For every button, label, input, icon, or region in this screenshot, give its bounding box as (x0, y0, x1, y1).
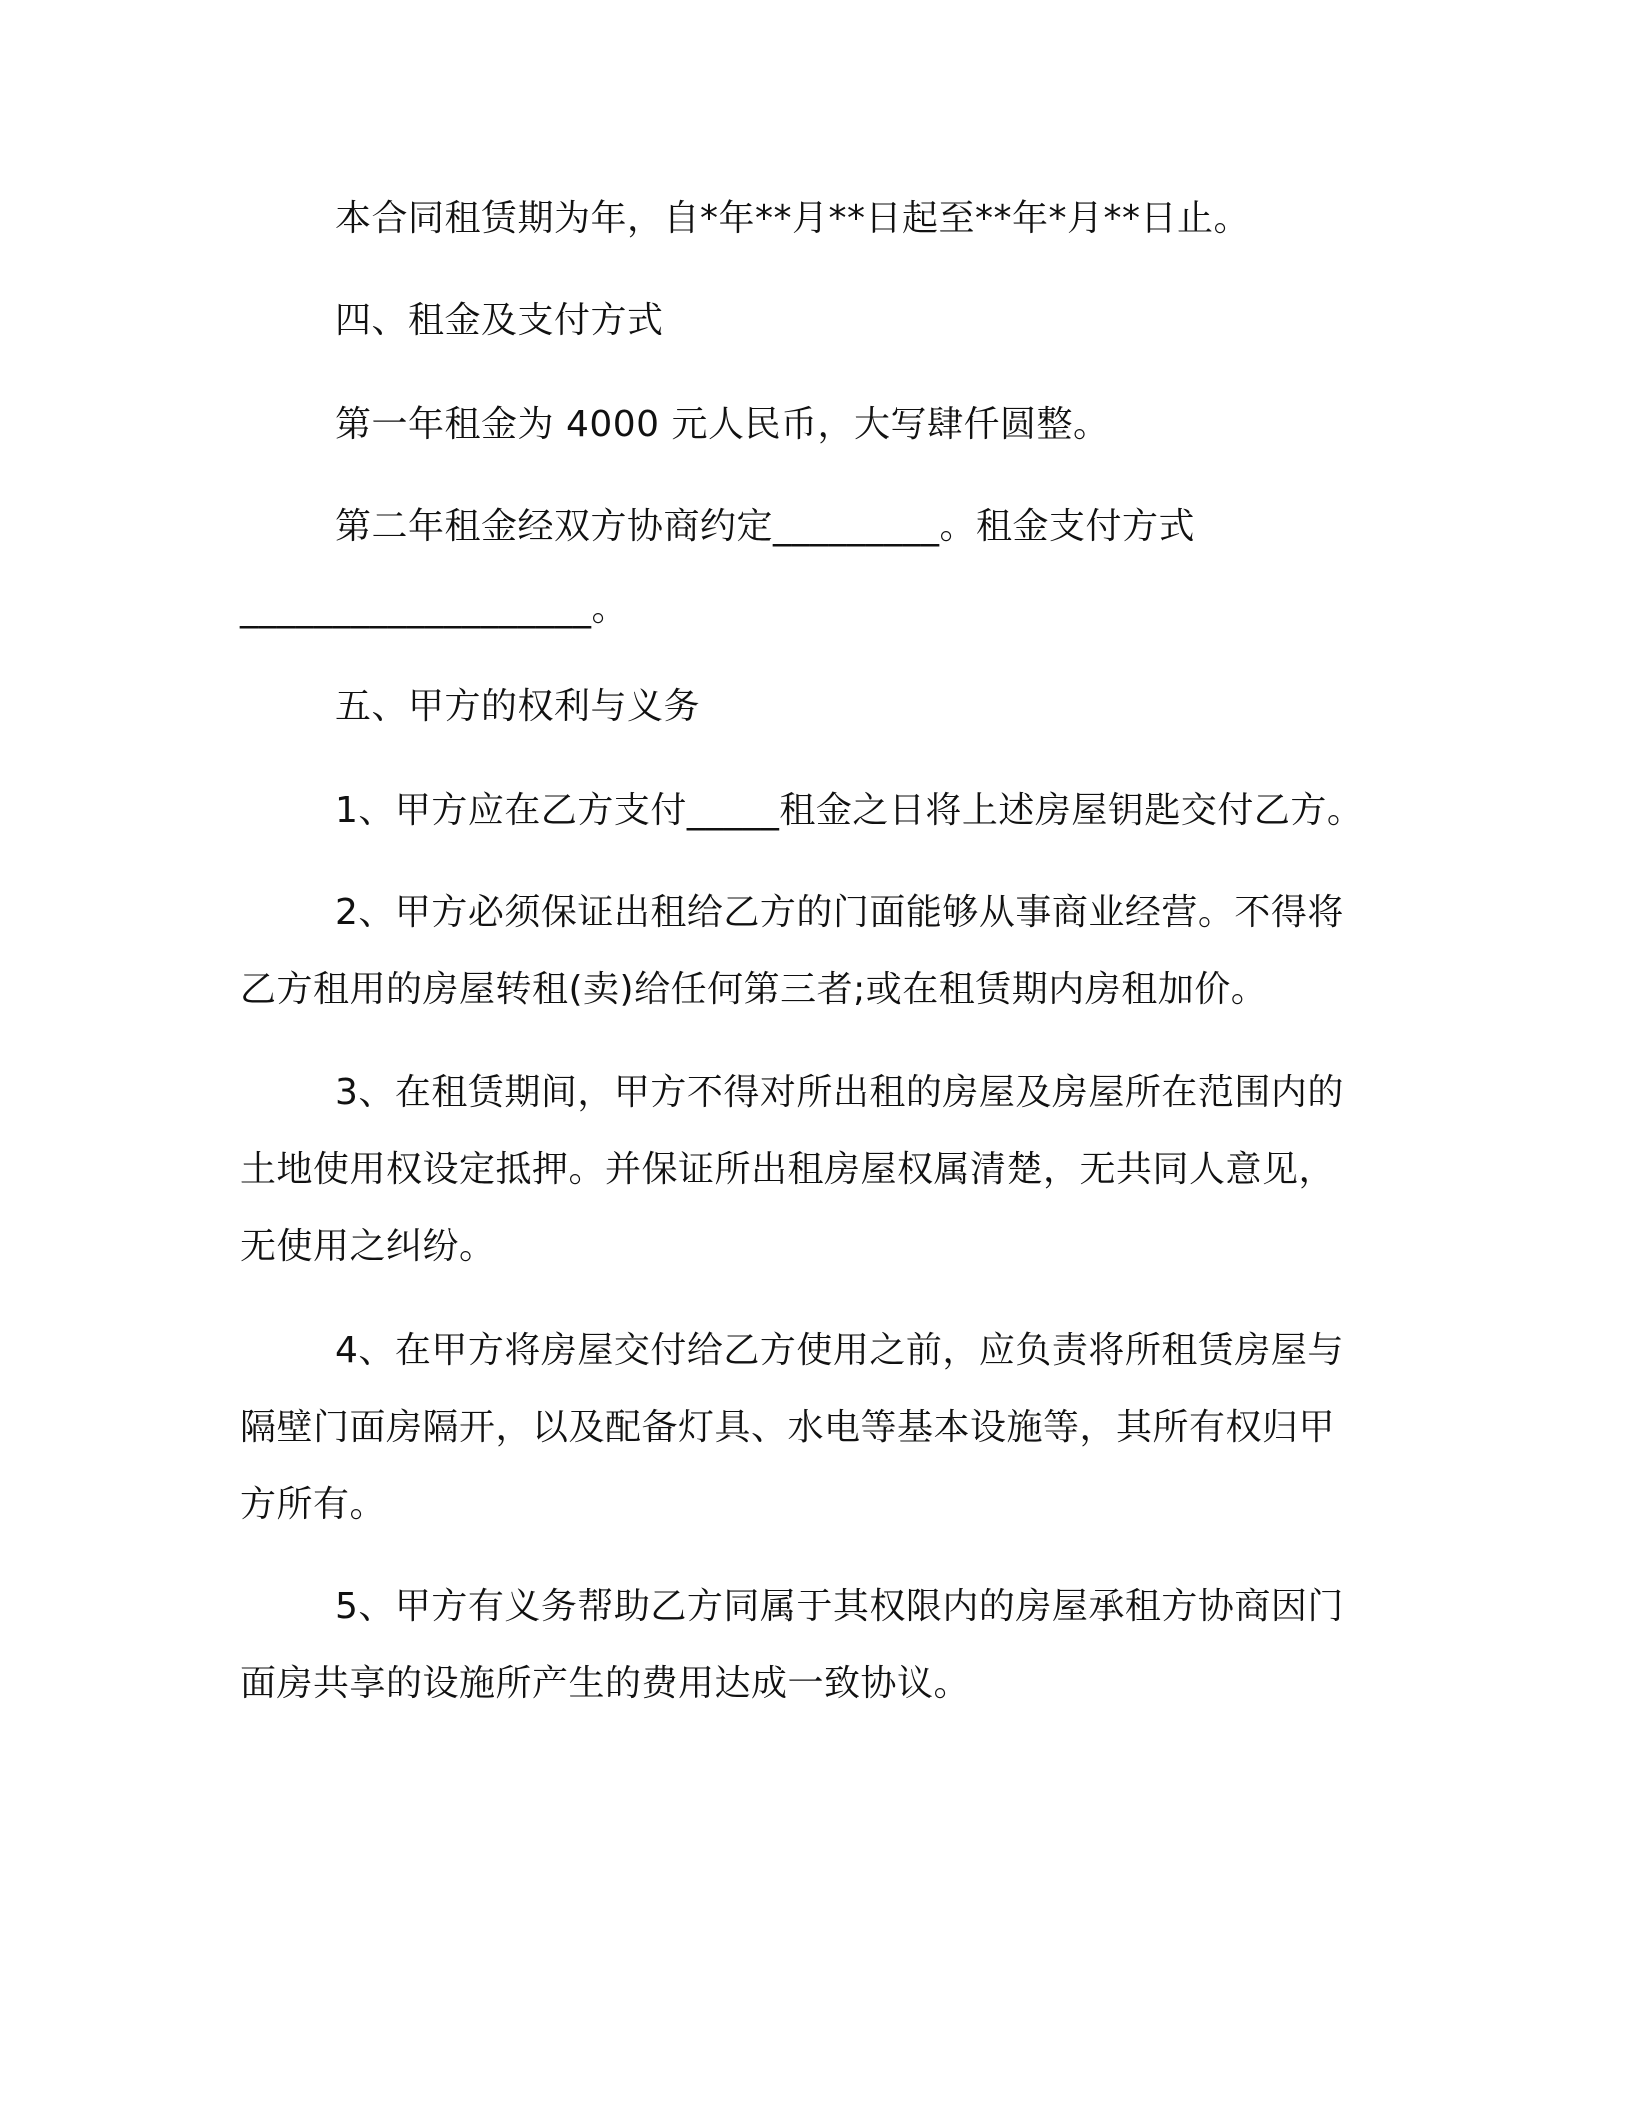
text-line: 五、甲方的权利与义务 (335, 686, 701, 727)
section-heading-rent-payment (240, 282, 1370, 359)
text-line: 方所有。 (240, 1484, 387, 1525)
text-line: 面房共享的设施所产生的费用达成一致协议。 (240, 1663, 971, 1704)
section-heading-party-a-rights (240, 668, 1370, 745)
clause-2 (240, 874, 1370, 1028)
text-line: 无使用之纠纷。 (240, 1226, 496, 1267)
paragraph-first-year-rent (240, 386, 1370, 463)
clause-5 (240, 1568, 1370, 1722)
text-line: 2、甲方必须保证出租给乙方的门面能够从事商业经营。不得将 (335, 892, 1344, 933)
text-line: 土地使用权设定抵押。并保证所出租房屋权属清楚，无共同人意见， (240, 1149, 1336, 1190)
clause-4 (240, 1312, 1370, 1543)
text-line: 1、甲方应在乙方支付_____租金之日将上述房屋钥匙交付乙方。 (335, 790, 1364, 831)
clause-1 (240, 772, 1370, 849)
paragraph-lease-term (240, 180, 1370, 257)
text-line: 3、在租赁期间，甲方不得对所出租的房屋及房屋所在范围内的 (335, 1072, 1344, 1113)
clause-3 (240, 1054, 1370, 1285)
text-line: ___________________。 (240, 588, 628, 629)
text-line: 5、甲方有义务帮助乙方同属于其权限内的房屋承租方协商因门 (335, 1586, 1344, 1627)
text-line: 4、在甲方将房屋交付给乙方使用之前，应负责将所租赁房屋与 (335, 1330, 1344, 1371)
paragraph-second-year-rent (240, 488, 1370, 647)
text-line: 隔壁门面房隔开，以及配备灯具、水电等基本设施等，其所有权归甲 (240, 1407, 1336, 1448)
text-line: 本合同租赁期为年，自*年**月**日起至**年*月**日止。 (335, 198, 1251, 239)
text-line: 第二年租金经双方协商约定_________。租金支付方式 (335, 506, 1196, 547)
text-line: 四、租金及支付方式 (335, 300, 664, 341)
text-line: 第一年租金为 4000 元人民币，大写肆仟圆整。 (335, 404, 1110, 445)
text-line: 乙方租用的房屋转租(卖)给任何第三者;或在租赁期内房租加价。 (240, 969, 1268, 1010)
